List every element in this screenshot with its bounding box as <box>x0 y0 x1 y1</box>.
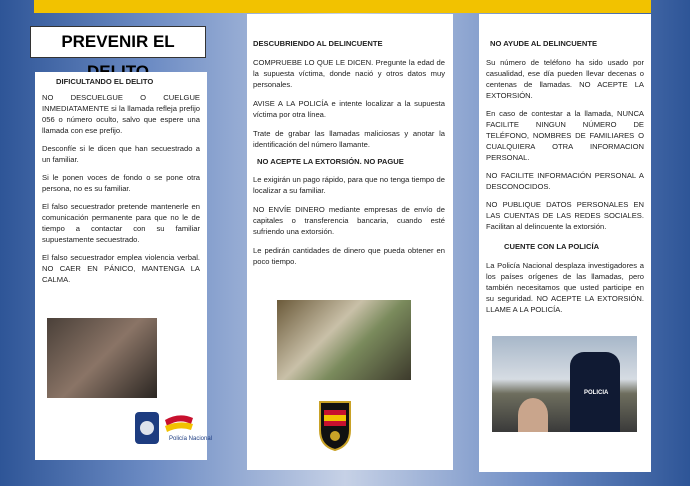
col2-paragraph: Trate de grabar las llamadas maliciosas y anotar la identificación del número llamante. <box>253 129 445 149</box>
col3-paragraph: En caso de contestar a la llamada, NUNCA FACILITE NINGUN NÚMERO DE TELÉFONO, NOMBRES DE FAMILIARES O CUALQUIERA OTRA INFORMACION PERSONAL. <box>486 109 644 162</box>
policia-nacional-logo <box>135 408 213 452</box>
photo-money-phone <box>277 300 411 380</box>
elder-figure <box>518 398 548 432</box>
col3-paragraph: Su número de teléfono ha sido usado por casualidad, ese día pueden llevar decenas o centenas de llamadas. NO ACEPTE LA EXTORSIÓN. <box>486 58 644 100</box>
panel-dificultando <box>35 72 207 460</box>
col3-heading-2: CUENTE CON LA POLICÍA <box>504 242 600 251</box>
col3-paragraph: NO FACILITE INFORMACIÓN PERSONAL A DESCONOCIDOS. <box>486 171 644 191</box>
col2-paragraph: NO ENVÍE DINERO mediante empresas de envío de capitales o transferencia bancaria, cuando esté sufriendo una extorsión. <box>253 205 445 236</box>
col3-heading-1: NO AYUDE AL DELINCUENTE <box>490 39 598 48</box>
officer-label: POLICIA <box>584 390 609 396</box>
page-title: PREVENIR EL <box>30 26 206 58</box>
photo-worried-woman <box>47 318 157 398</box>
photo-officer-with-elder <box>492 336 637 432</box>
col1-paragraph: Si le ponen voces de fondo o se pone otra persona, no es su familiar. <box>42 173 200 193</box>
col1-paragraph: El falso secuestrador pretende mantenerle en comunicación permanente para que no le de tiempo a contactar con su familiar supuestamente secuestrado. <box>42 202 200 244</box>
officer-figure <box>570 352 620 432</box>
col1-paragraph: El falso secuestrador emplea violencia verbal. NO CAER EN PÁNICO, MANTENGA LA CALMA. <box>42 253 200 284</box>
col3-paragraph: NO PUBLIQUE DATOS PERSONALES EN LAS CUENTAS DE LAS REDES SOCIALES. Facilitan al delincuente la extorsión. <box>486 200 644 231</box>
col1-heading: DIFICULTANDO EL DELITO <box>56 77 154 86</box>
col1-paragraph: Desconfíe si le dicen que han secuestrado a un familiar. <box>42 144 200 164</box>
col2-heading-1: DESCUBRIENDO AL DELINCUENTE <box>253 39 383 48</box>
col2-heading-2: NO ACEPTE LA EXTORSIÓN. NO PAGUE <box>257 157 404 166</box>
col2-paragraph: Le pedirán cantidades de dinero que pueda obtener en poco tiempo. <box>253 246 445 266</box>
col2-paragraph: Le exigirán un pago rápido, para que no tenga tiempo de localizar a su familiar. <box>253 175 445 195</box>
col2-paragraph: COMPRUEBE LO QUE LE DICEN. Pregunte la edad de la supuesta víctima, donde nació y otros datos muy personales. <box>253 58 445 89</box>
col3-paragraph: La Policía Nacional desplaza investigadores a los países orígenes de las llamadas, pero también necesitamos que usted participe en su seguridad. NO ACEPTE LA EXTORSIÓN. LLAME A LA POLICÍA. <box>486 261 644 314</box>
col2-paragraph: AVISE A LA POLICÍA e intente localizar a la supuesta víctima por otra línea. <box>253 99 445 119</box>
top-yellow-band <box>34 0 651 13</box>
police-badge-icon <box>318 400 352 452</box>
logo-text: Policía Nacional <box>169 436 213 442</box>
col1-paragraph: NO DESCUELGUE O CUELGUE INMEDIATAMENTE si la llamada refleja prefijo 056 o número oculto, salvo que espere una llamada con ese prefijo. <box>42 93 200 135</box>
